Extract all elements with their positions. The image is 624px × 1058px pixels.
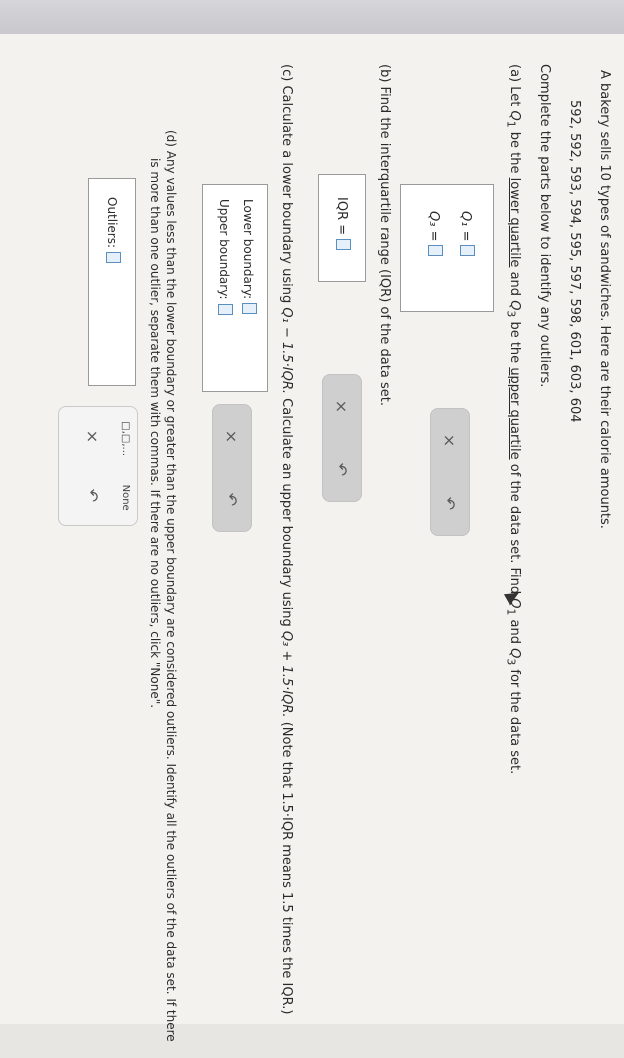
- part-b-question: [377, 64, 392, 406]
- part-a-text-2: be the: [507, 131, 522, 174]
- q1-sub-2: 1: [504, 608, 518, 616]
- part-a-question: [504, 64, 522, 774]
- part-d-tools-bottom-row: [83, 407, 102, 525]
- part-b-label: (b): [377, 64, 392, 83]
- part-c-tools: [212, 404, 252, 532]
- top-strip: [0, 0, 624, 34]
- rotated-question-content: [0, 34, 624, 1058]
- lower-boundary-row: [241, 199, 257, 314]
- iqr-row: [334, 197, 351, 250]
- list-entry-button[interactable]: □,□,...: [120, 421, 131, 457]
- upper-boundary-row: [217, 199, 233, 315]
- q1-symbol: Q: [507, 110, 522, 121]
- q3-sub-2: 3: [504, 658, 518, 666]
- undo-icon[interactable]: ↶: [222, 492, 242, 507]
- q3-symbol-2: Q: [507, 648, 522, 659]
- upper-boundary-label: Upper boundary:: [217, 199, 231, 300]
- q1-input[interactable]: [460, 245, 475, 256]
- lower-boundary-label: Lower boundary:: [241, 199, 255, 300]
- none-button[interactable]: None: [120, 484, 131, 511]
- clear-icon[interactable]: ×: [83, 429, 102, 444]
- upper-boundary-input[interactable]: [218, 304, 233, 315]
- part-a-text-5: of the data set. Find: [507, 463, 522, 595]
- iqr-input[interactable]: [336, 239, 351, 250]
- part-a-text-3: and: [507, 271, 522, 297]
- part-a-text-6: and: [507, 619, 522, 644]
- undo-icon[interactable]: ↶: [332, 462, 352, 477]
- clear-icon[interactable]: ×: [332, 399, 352, 414]
- upper-quartile-link[interactable]: upper quartile: [507, 367, 522, 460]
- lower-quartile-link[interactable]: lower quartile: [507, 177, 522, 268]
- part-a-answer-panel: [400, 184, 494, 312]
- q3-sub: 3: [504, 310, 518, 318]
- part-d-line-1: [164, 130, 178, 1042]
- part-a-text-4: be the: [507, 321, 522, 364]
- part-a-text-7: for the data set.: [507, 669, 522, 775]
- part-b-text: Find the interquartile range (IQR) of the data set.: [377, 86, 392, 406]
- q3-row: [426, 211, 443, 256]
- part-d-answer-panel: [88, 178, 136, 386]
- part-d-label: (d): [164, 130, 178, 147]
- outliers-row: [105, 197, 121, 263]
- iqr-equation: IQR =: [334, 197, 349, 236]
- part-a-text-1: Let: [507, 86, 522, 107]
- q1-sub: 1: [504, 120, 518, 128]
- part-a-tools: [430, 408, 470, 536]
- q3-symbol: Q: [507, 300, 522, 311]
- part-c-text-2: Calculate an upper boundary using: [279, 398, 294, 627]
- part-a-label: (a): [507, 64, 522, 83]
- part-c-answer-panel: [202, 184, 268, 392]
- part-d-tools-top-row: [120, 407, 131, 525]
- part-d-tools: [58, 406, 138, 526]
- problem-intro: A bakery sells 10 types of sandwiches. Here are their calorie amounts.: [597, 70, 612, 529]
- part-c-note: (Note that 1.5·IQR means 1.5 times the IQR.): [279, 721, 294, 1015]
- part-c-question: [279, 64, 294, 1014]
- part-b-tools: [322, 374, 362, 502]
- q1-symbol-2: Q: [507, 598, 522, 609]
- part-d-line-2: is more than one outlier, separate them with commas. If there are no outliers, click "None".: [148, 158, 162, 709]
- q3-input[interactable]: [428, 245, 443, 256]
- q3-equation: Q₃ =: [426, 211, 441, 242]
- worksheet-area: [0, 34, 624, 1042]
- q1-row: [458, 211, 475, 256]
- outliers-input[interactable]: [106, 252, 121, 263]
- part-b-answer-panel: [318, 174, 366, 282]
- undo-icon[interactable]: ↶: [83, 488, 102, 503]
- part-c-text-1: Calculate a lower boundary using: [279, 85, 294, 304]
- formula-upper: Q₃ + 1.5·IQR.: [279, 630, 294, 718]
- clear-icon[interactable]: ×: [222, 429, 242, 444]
- outliers-label: Outliers:: [105, 197, 119, 249]
- clear-icon[interactable]: ×: [440, 433, 460, 448]
- lower-boundary-input[interactable]: [242, 303, 257, 314]
- formula-lower: Q₁ − 1.5·IQR.: [279, 307, 294, 395]
- part-c-label: (c): [279, 64, 294, 82]
- part-d-text-1: Any values less than the lower boundary or greater than the upper boundary are considered outliers. Identify all the outliers of the data set. If there: [164, 150, 178, 1042]
- q1-equation: Q₁ =: [458, 211, 473, 242]
- undo-icon[interactable]: ↶: [440, 496, 460, 511]
- instruction: Complete the parts below to identify any outliers.: [537, 64, 552, 388]
- data-values: 592, 592, 593, 594, 595, 597, 598, 601, 603, 604: [567, 100, 582, 423]
